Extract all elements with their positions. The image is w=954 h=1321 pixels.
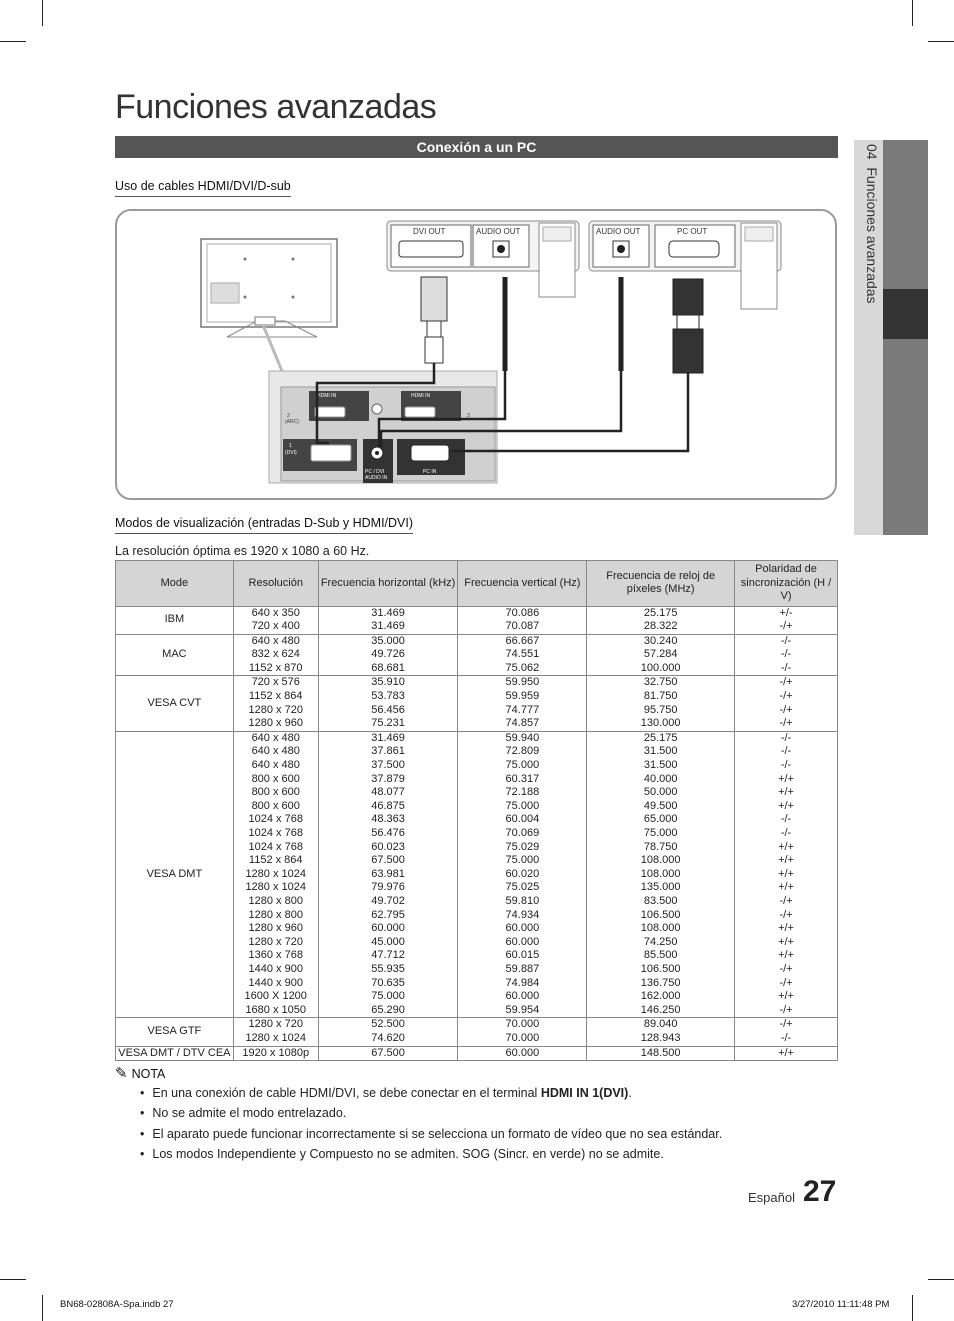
header-horizontal-frequency: Frecuencia horizontal (kHz): [318, 561, 458, 607]
table-value: +/+: [778, 881, 794, 894]
resolution-cell: [233, 606, 318, 634]
optimal-resolution-text: La resolución óptima es 1920 x 1080 a 60 Hz.: [115, 544, 370, 558]
horizontal-frequency-cell: [318, 1018, 458, 1046]
chapter-number: 04: [864, 144, 880, 160]
table-value: 74.620: [371, 1031, 405, 1044]
resolution-cell: [233, 676, 318, 731]
table-value: 1280 x 1024: [245, 867, 306, 880]
table-value: -/+: [779, 894, 793, 907]
pixel-clock-cell: [587, 1018, 735, 1046]
pencil-icon: ✎: [115, 1065, 128, 1082]
table-row: [116, 1046, 838, 1061]
table-value: 40.000: [643, 772, 678, 785]
table-value: +/+: [778, 949, 794, 962]
table-value: -/-: [780, 759, 792, 772]
table-value: 1280 x 1024: [245, 1031, 306, 1044]
table-value: 75.029: [505, 840, 540, 853]
mode-cell: MAC: [116, 634, 234, 676]
table-value: 1360 x 768: [248, 949, 303, 962]
table-value: +/-: [779, 606, 793, 619]
table-value: 108.000: [640, 854, 681, 867]
connection-diagram-svg: [117, 211, 835, 498]
horizontal-frequency-cell: [318, 634, 458, 676]
table-value: +/+: [778, 1046, 794, 1059]
crop-mark: [42, 1295, 43, 1321]
table-value: 162.000: [640, 990, 681, 1003]
header-sync-polarity: Polaridad de sincronización (H / V): [735, 561, 838, 607]
note-text: El aparato puede funcionar incorrectamente si se selecciona un formato de vídeo que no sea estándar.: [152, 1126, 723, 1141]
note-text-end: .: [628, 1086, 632, 1100]
table-value: +/+: [778, 772, 794, 785]
table-value: 75.062: [505, 661, 540, 674]
tv-input-panel: [269, 371, 497, 483]
table-row: [116, 1018, 838, 1046]
hdmi-port-2-label: 2: [287, 413, 290, 419]
table-value: 1680 x 1050: [245, 1003, 306, 1016]
table-value: 31.469: [371, 606, 405, 619]
pc-dvi-audio-in-label-2: AUDIO IN: [365, 475, 388, 481]
table-value: 640 x 480: [251, 759, 300, 772]
language-label: Español: [748, 1190, 795, 1205]
sync-polarity-cell: [735, 606, 838, 634]
note-item: [140, 1147, 722, 1161]
chapter-tab-marker: [883, 289, 928, 339]
table-value: 31.469: [371, 731, 405, 744]
table-value: 1440 x 900: [248, 976, 303, 989]
table-value: -/+: [779, 703, 793, 716]
pixel-clock-cell: [587, 634, 735, 676]
mode-cell: VESA DMT: [116, 731, 234, 1017]
table-value: 56.456: [371, 703, 405, 716]
horizontal-frequency-cell: [318, 731, 458, 1017]
table-value: 59.887: [505, 962, 540, 975]
table-value: 78.750: [643, 840, 678, 853]
table-value: +/+: [778, 840, 794, 853]
note-item: [140, 1127, 722, 1141]
table-value: 48.077: [371, 786, 405, 799]
subsection-cables: Uso de cables HDMI/DVI/D-sub: [115, 179, 291, 197]
crop-mark: [42, 0, 43, 26]
table-header-row: [116, 561, 838, 607]
table-value: 49.702: [371, 894, 405, 907]
resolution-cell: [233, 731, 318, 1017]
sync-polarity-cell: [735, 731, 838, 1017]
table-value: -/-: [780, 813, 792, 826]
table-value: 35.000: [371, 634, 405, 647]
table-value: 60.000: [505, 990, 540, 1003]
table-value: 63.981: [371, 867, 405, 880]
table-value: 1280 x 800: [248, 908, 303, 921]
resolution-cell: [233, 1018, 318, 1046]
table-value: 75.025: [505, 881, 540, 894]
table-value: 60.000: [505, 1046, 540, 1059]
vertical-frequency-cell: [458, 606, 587, 634]
table-value: -/-: [780, 648, 792, 661]
table-value: 75.000: [371, 990, 405, 1003]
mode-cell: IBM: [116, 606, 234, 634]
table-row: [116, 634, 838, 676]
table-value: -/-: [780, 661, 792, 674]
table-value: 1280 x 720: [248, 1018, 303, 1031]
table-value: 640 x 480: [251, 731, 300, 744]
page-number: 27: [803, 1175, 837, 1208]
footer-file: BN68-02808A-Spa.indb 27: [60, 1299, 174, 1310]
tv-back-illustration: [201, 239, 337, 371]
pc-panel-dvi: [387, 221, 579, 297]
table-value: 832 x 624: [251, 648, 300, 661]
note-item: [140, 1086, 722, 1100]
table-value: 89.040: [643, 1018, 678, 1031]
table-value: 1440 x 900: [248, 962, 303, 975]
table-value: 74.984: [505, 976, 540, 989]
header-vertical-frequency: Frecuencia vertical (Hz): [458, 561, 587, 607]
table-value: 1024 x 768: [248, 813, 303, 826]
table-value: 108.000: [640, 922, 681, 935]
mode-cell: VESA CVT: [116, 676, 234, 731]
table-value: 68.681: [371, 661, 405, 674]
table-value: 32.750: [643, 676, 678, 689]
table-value: 75.000: [505, 854, 540, 867]
table-value: 25.175: [643, 606, 678, 619]
table-value: 95.750: [643, 703, 678, 716]
table-value: 1280 x 960: [248, 922, 303, 935]
table-value: 60.000: [505, 922, 540, 935]
sync-polarity-cell: [735, 634, 838, 676]
table-value: 59.950: [505, 676, 540, 689]
table-value: 55.935: [371, 962, 405, 975]
table-value: 65.000: [643, 813, 678, 826]
table-value: 1280 x 1024: [245, 881, 306, 894]
hdmi-port-3-label: 3: [467, 413, 470, 419]
table-value: 1920 x 1080p: [242, 1046, 310, 1059]
table-value: 31.469: [371, 620, 405, 633]
header-pixel-clock: Frecuencia de reloj de píxeles (MHz): [587, 561, 735, 607]
header-mode: Mode: [116, 561, 234, 607]
footer-date: 3/27/2010 11:11:48 PM: [792, 1299, 890, 1310]
table-value: 130.000: [640, 717, 681, 730]
table-value: 106.500: [640, 908, 681, 921]
table-value: 37.879: [371, 772, 405, 785]
table-value: 1152 x 864: [248, 690, 303, 703]
table-value: +/+: [778, 854, 794, 867]
table-value: 72.188: [505, 786, 540, 799]
table-value: 66.667: [505, 634, 540, 647]
table-value: 74.777: [505, 703, 540, 716]
table-value: 1280 x 960: [248, 717, 303, 730]
table-value: 135.000: [640, 881, 681, 894]
horizontal-frequency-cell: [318, 676, 458, 731]
crop-mark: [912, 1295, 913, 1321]
table-row: [116, 676, 838, 731]
table-value: 70.000: [505, 1031, 540, 1044]
note-item: [140, 1106, 722, 1120]
header-resolution: Resolución: [233, 561, 318, 607]
crop-mark: [0, 41, 26, 42]
note-heading: [115, 1064, 165, 1082]
table-value: 74.857: [505, 717, 540, 730]
table-value: -/+: [779, 620, 793, 633]
table-value: 81.750: [643, 690, 678, 703]
note-text: En una conexión de cable HDMI/DVI, se debe conectar en el terminal: [152, 1086, 541, 1100]
table-value: 59.940: [505, 731, 540, 744]
pixel-clock-cell: [587, 1046, 735, 1061]
table-value: 1024 x 768: [248, 827, 303, 839]
table-value: 47.712: [371, 949, 405, 962]
table-value: -/+: [779, 962, 793, 975]
sync-polarity-cell: [735, 1046, 838, 1061]
table-value: 28.322: [643, 620, 678, 633]
table-value: 75.000: [505, 759, 540, 772]
audio-out-label-1: AUDIO OUT: [476, 227, 521, 236]
table-value: 46.875: [371, 799, 405, 812]
crop-mark: [928, 1279, 954, 1280]
hdmi-port-1-dvi-label: (DVI): [285, 450, 297, 456]
crop-mark: [928, 41, 954, 42]
pixel-clock-cell: [587, 606, 735, 634]
table-value: 640 x 480: [251, 634, 300, 647]
table-value: 800 x 600: [251, 786, 300, 799]
table-value: 74.934: [505, 908, 540, 921]
table-value: 31.500: [643, 759, 678, 772]
note-emphasis: HDMI IN 1(DVI): [540, 1086, 629, 1100]
table-value: -/-: [780, 1031, 792, 1044]
table-value: 70.635: [371, 976, 405, 989]
table-value: 60.023: [371, 840, 405, 853]
page-title: Funciones avanzadas: [115, 88, 437, 126]
table-value: -/+: [779, 1003, 793, 1016]
pixel-clock-cell: [587, 731, 735, 1017]
table-value: 1152 x 870: [248, 661, 303, 674]
table-value: 60.000: [505, 935, 540, 948]
table-value: 65.290: [371, 1003, 405, 1016]
table-value: 50.000: [643, 786, 678, 799]
crop-mark: [912, 0, 913, 26]
table-value: 70.000: [505, 1018, 540, 1031]
table-value: 72.809: [505, 745, 540, 758]
table-value: 640 x 480: [251, 745, 300, 758]
table-value: 35.910: [371, 676, 405, 689]
table-value: 75.000: [643, 827, 678, 839]
table-value: 79.976: [371, 881, 405, 894]
table-value: -/+: [779, 1018, 793, 1031]
table-value: +/+: [778, 935, 794, 948]
vertical-frequency-cell: [458, 731, 587, 1017]
table-value: +/+: [778, 867, 794, 880]
sync-polarity-cell: [735, 1018, 838, 1046]
table-value: 70.087: [505, 620, 540, 633]
table-body: [116, 606, 838, 1061]
table-value: 60.000: [371, 922, 405, 935]
table-value: 48.363: [371, 813, 405, 826]
table-value: 1024 x 768: [248, 840, 303, 853]
table-value: 49.500: [643, 799, 678, 812]
table-value: 148.500: [640, 1046, 681, 1059]
horizontal-frequency-cell: [318, 1046, 458, 1061]
hdmi-port-1-label: 1: [289, 443, 292, 449]
table-value: -/+: [779, 690, 793, 703]
table-value: 75.231: [371, 717, 405, 730]
mode-cell: VESA GTF: [116, 1018, 234, 1046]
table-value: 106.500: [640, 962, 681, 975]
pc-dvi-audio-in-label-1: PC / DVI: [365, 469, 385, 475]
table-value: 59.954: [505, 1003, 540, 1016]
note-list: [140, 1086, 722, 1167]
table-value: 800 x 600: [251, 772, 300, 785]
table-value: +/+: [778, 786, 794, 799]
table-value: -/+: [779, 676, 793, 689]
horizontal-frequency-cell: [318, 606, 458, 634]
table-value: 37.500: [371, 759, 405, 772]
table-value: 59.959: [505, 690, 540, 703]
chapter-tab-label: [858, 144, 880, 344]
table-value: 1280 x 720: [248, 703, 303, 716]
table-value: 60.004: [505, 813, 540, 826]
table-value: 59.810: [505, 894, 540, 907]
table-value: 60.015: [505, 949, 540, 962]
resolution-cell: [233, 1046, 318, 1061]
table-value: 1152 x 864: [248, 854, 303, 867]
table-row: [116, 606, 838, 634]
table-value: -/-: [780, 731, 792, 744]
section-bar: Conexión a un PC: [115, 136, 838, 158]
sync-polarity-cell: [735, 676, 838, 731]
hdmi-in-label-a: HDMI IN: [317, 393, 337, 399]
table-value: 83.500: [643, 894, 678, 907]
table-value: 108.000: [640, 867, 681, 880]
table-value: +/+: [778, 922, 794, 935]
table-value: 146.250: [640, 1003, 681, 1016]
note-label: NOTA: [131, 1067, 166, 1081]
table-value: 75.000: [505, 799, 540, 812]
table-value: 85.500: [643, 949, 678, 962]
table-value: 52.500: [371, 1018, 405, 1031]
table-value: 56.476: [371, 827, 405, 839]
table-value: 62.795: [371, 908, 405, 921]
table-value: 720 x 400: [251, 620, 300, 633]
table-value: 57.284: [643, 648, 678, 661]
table-value: 45.000: [371, 935, 405, 948]
table-value: 136.750: [640, 976, 681, 989]
dvi-out-label: DVI OUT: [413, 227, 446, 236]
table-value: 640 x 350: [251, 606, 300, 619]
table-value: 60.317: [505, 772, 540, 785]
table-value: -/+: [779, 976, 793, 989]
vertical-frequency-cell: [458, 1046, 587, 1061]
pc-out-label: PC OUT: [677, 227, 708, 236]
table-value: -/-: [780, 745, 792, 758]
table-value: 67.500: [371, 1046, 405, 1059]
vertical-frequency-cell: [458, 1018, 587, 1046]
table-value: 37.861: [371, 745, 405, 758]
connection-diagram: [115, 209, 837, 500]
subsection-display-modes: Modos de visualización (entradas D-Sub y HDMI/DVI): [115, 516, 413, 534]
crop-mark: [0, 1279, 26, 1280]
chapter-name: Funciones avanzadas: [864, 167, 880, 304]
table-value: 53.783: [371, 690, 405, 703]
pc-in-label: PC IN: [423, 469, 437, 475]
table-value: 70.086: [505, 606, 540, 619]
table-value: -/-: [780, 634, 792, 647]
hdmi-in-label-b: HDMI IN: [411, 393, 431, 399]
table-value: 25.175: [643, 731, 678, 744]
table-value: 74.551: [505, 648, 540, 661]
table-row: [116, 731, 838, 1017]
table-value: 67.500: [371, 854, 405, 867]
table-value: 60.020: [505, 867, 540, 880]
table-value: +/+: [778, 990, 794, 1003]
table-value: +/+: [778, 799, 794, 812]
hdmi-port-2-arc-label: (ARC): [285, 419, 299, 425]
note-text: Los modos Independiente y Compuesto no se admiten. SOG (Sincr. en verde) no se admite.: [152, 1146, 664, 1161]
table-value: 100.000: [640, 661, 681, 674]
table-value: -/-: [780, 827, 792, 839]
table-value: 1600 X 1200: [244, 990, 307, 1003]
table-value: 30.240: [643, 634, 678, 647]
mode-cell: VESA DMT / DTV CEA: [116, 1046, 234, 1061]
note-text: No se admite el modo entrelazado.: [152, 1106, 347, 1121]
table-value: 74.250: [643, 935, 678, 948]
table-value: 1280 x 800: [248, 894, 303, 907]
audio-out-label-2: AUDIO OUT: [596, 227, 641, 236]
table-value: 128.943: [640, 1031, 681, 1044]
table-value: 800 x 600: [251, 799, 300, 812]
table-value: 49.726: [371, 648, 405, 661]
table-value: -/+: [779, 908, 793, 921]
table-value: 720 x 576: [251, 676, 300, 689]
table-value: -/+: [779, 717, 793, 730]
table-value: 1280 x 720: [248, 935, 303, 948]
pixel-clock-cell: [587, 676, 735, 731]
vertical-frequency-cell: [458, 676, 587, 731]
resolution-cell: [233, 634, 318, 676]
table-value: 70.069: [505, 827, 540, 839]
table-value: 31.500: [643, 745, 678, 758]
vertical-frequency-cell: [458, 634, 587, 676]
display-modes-table: [115, 560, 838, 1061]
